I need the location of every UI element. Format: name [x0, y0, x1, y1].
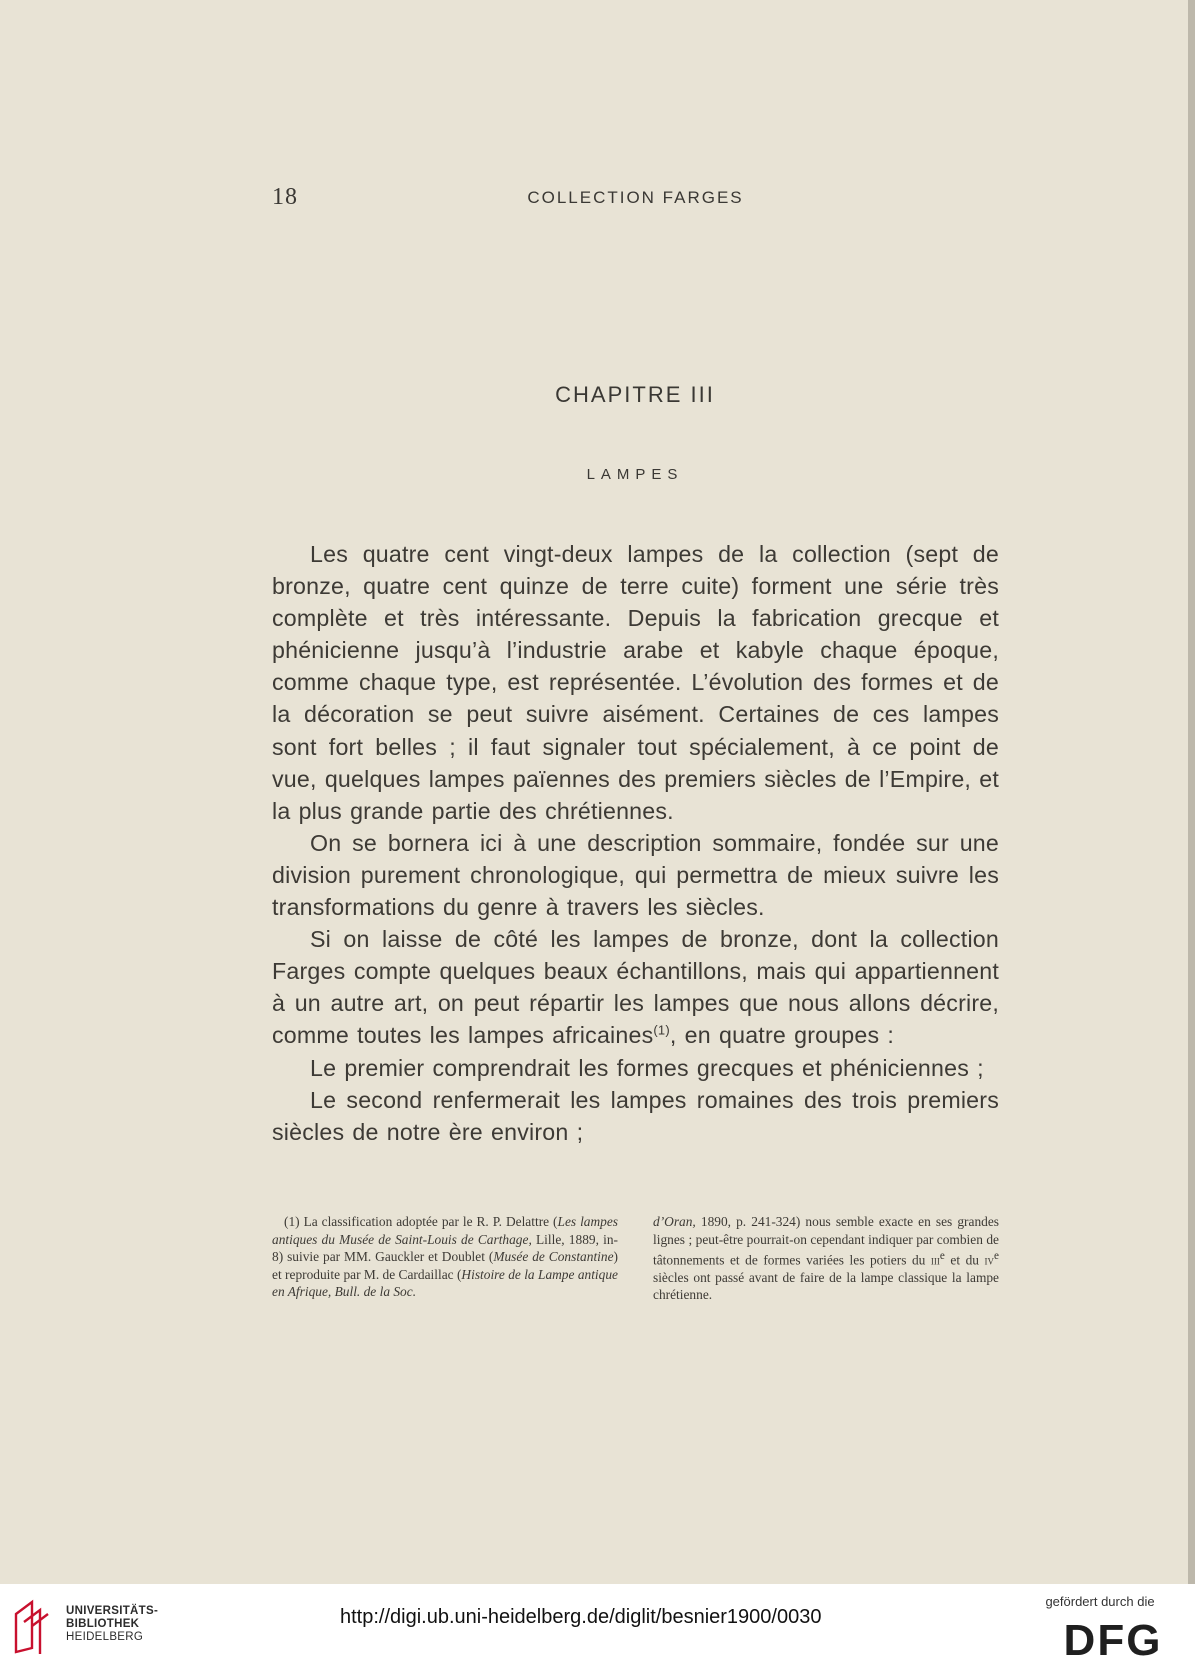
- page-edge: [1188, 0, 1195, 1584]
- footer-bar: [0, 1584, 1195, 1670]
- paragraph-text: , en quatre groupes :: [669, 1022, 895, 1049]
- footnote-continued: [653, 1213, 999, 1304]
- footnote-citation: d’Oran,: [653, 1214, 696, 1229]
- paragraph-text: On se bornera ici à une description sommaire, fondée sur une division purement chronologique, qui permettra de mieux suivre les transformations du genre à travers les siècles.: [272, 829, 999, 921]
- permalink-url[interactable]: http://digi.ub.uni-heidelberg.de/diglit/besnier1900/0030: [340, 1606, 822, 1628]
- paragraph-text: Si on laisse de côté les lampes de bronze, dont la collection Farges compte quelques beaux échantillons, mais qui appartiennent à un autre art, on peut répartir les lampes que nous allons décrire, comme toutes les lampes africaines: [272, 926, 999, 1049]
- library-name-line: HEIDELBERG: [66, 1631, 144, 1643]
- library-name-line: BIBLIOTHEK: [66, 1618, 140, 1630]
- chapter-title: CHAPITRE III: [555, 382, 715, 407]
- footnote-text: siècles ont passé avant de faire de la lampe classique la lampe chrétienne.: [653, 1269, 999, 1303]
- footnote-text: Lille, 1889, in-8) suivie par MM. Gauckler et Doublet (: [272, 1231, 618, 1264]
- footnote-column-left: [272, 1213, 618, 1304]
- footnote-marker: (1): [284, 1214, 300, 1229]
- footnote-text: 1890, p. 241-324) nous semble exacte en ses grandes lignes ; peut-être pourrait-on cependant indiquer par combien de tâtonnements et de formes variées les potiers du: [653, 1214, 999, 1268]
- century-numeral: iv: [984, 1252, 995, 1268]
- footnote-citation: Les lampes antiques du Musée de Saint-Louis de Carthage,: [272, 1214, 619, 1247]
- footnote-text: et du: [944, 1252, 985, 1268]
- footnote-reference[interactable]: (1): [653, 1022, 670, 1038]
- footnote-text: La classification adoptée par le R. P. Delattre (: [299, 1214, 558, 1229]
- library-logo-icon[interactable]: [12, 1596, 60, 1656]
- paragraph: [272, 923, 999, 1051]
- footnote: [272, 1213, 618, 1301]
- library-name-line: UNIVERSITÄTS-: [66, 1605, 159, 1617]
- paragraph: Le second renfermerait les lampes romaines des trois premiers siècles de notre ère environ ;: [272, 1086, 999, 1145]
- footnote-column-right: [653, 1213, 999, 1304]
- page-header: [272, 184, 999, 214]
- footnote-text: ) et reproduite par M. de Cardaillac (: [272, 1249, 618, 1282]
- sponsor-text: gefördert durch die: [1045, 1594, 1155, 1609]
- page-number: 18: [272, 184, 298, 210]
- paragraph: Le premier comprendrait les formes grecques et phéniciennes ;: [310, 1054, 984, 1081]
- paragraph: Les quatre cent vingt-deux lampes de la collection (sept de bronze, quatre cent quinze de terre cuite) forment une série très complète et très intéressante. Depuis la fabrication grecque et phénicienne jusqu’à l’industrie arabe et kabyle chaque époque, comme chaque type, est représentée. L’évolution des formes et de la décoration se peut suivre aisément. Certaines de ces lampes sont fort belles ; il faut signaler tout spécialement, à ce point de vue, quelques lampes païennes des premiers siècles de l’Empire, et la plus grande partie des chrétiennes.: [272, 541, 999, 824]
- running-title: COLLECTION FARGES: [527, 188, 744, 207]
- footnotes: [272, 1213, 999, 1304]
- footnote-citation: Musée de Constantine: [493, 1249, 614, 1264]
- ordinal-suffix: e: [939, 1250, 945, 1262]
- dfg-logo-icon[interactable]: [1053, 1617, 1173, 1661]
- century-numeral: iii: [930, 1252, 940, 1268]
- footnote-citation: Histoire de la Lampe antique en Afrique, Bull. de la Soc.: [272, 1266, 618, 1299]
- body-text: [272, 538, 999, 1148]
- library-name: [66, 1605, 158, 1644]
- ordinal-suffix: e: [994, 1250, 999, 1262]
- paragraph: [272, 827, 999, 923]
- section-title: LAMPES: [586, 466, 684, 483]
- dfg-logo-text: DFG: [1063, 1617, 1163, 1661]
